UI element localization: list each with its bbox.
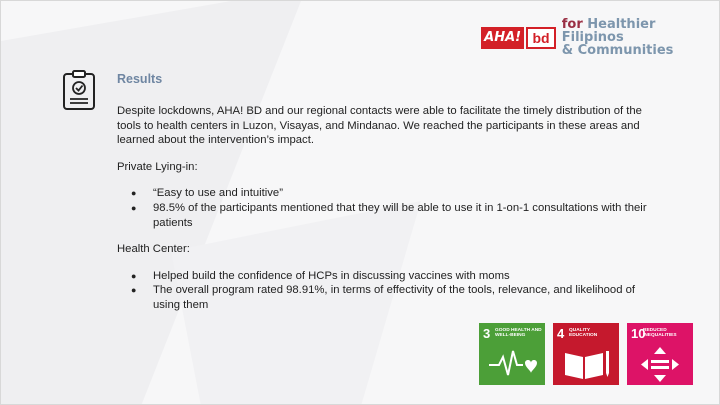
heartbeat-icon xyxy=(479,343,545,385)
sdg-tile-4: 4 QUALITY EDUCATION xyxy=(553,323,619,385)
clipboard-check-icon xyxy=(61,69,97,111)
body-text xyxy=(117,104,647,325)
bullet-item: ● The overall program rated 98.91%, in terms of effectivity of the tools, relevance, and likelihood of using them xyxy=(117,283,647,312)
bd-logo: bd xyxy=(526,27,556,49)
group-heading-health-center: Health Center: xyxy=(117,243,190,256)
section-title: Results xyxy=(117,72,163,86)
bullet-item: ● 98.5% of the participants mentioned that they will be able to use it in 1-on-1 consultations with their patients xyxy=(117,201,647,230)
bullet-item: ● “Easy to use and intuitive” xyxy=(117,186,647,201)
aha-logo: AHA! xyxy=(481,27,524,49)
book-pencil-icon xyxy=(553,343,619,385)
group-heading-private-lying-in: Private Lying-in: xyxy=(117,160,198,173)
bullet-list-private-lying-in xyxy=(117,186,647,230)
brand-logo xyxy=(481,18,719,57)
sdg-tile-10: 10 REDUCED INEQUALITIES xyxy=(627,323,693,385)
bullet-item: ● Helped build the confidence of HCPs in discussing vaccines with moms xyxy=(117,269,647,284)
sdg-tiles xyxy=(479,323,693,385)
bullet-list-health-center xyxy=(117,269,647,313)
brand-tagline: for Healthier Filipinos & Communities xyxy=(561,17,674,58)
sdg-tile-3: 3 GOOD HEALTH AND WELL-BEING xyxy=(479,323,545,385)
equality-arrows-icon xyxy=(627,343,693,385)
intro-paragraph: Despite lockdowns, AHA! BD and our regional contacts were able to facilitate the timely distribution of the tools to health centers in Luzon, Visayas, and Mindanao. We reached the participants in these areas and learned about the intervention’s impact. xyxy=(117,105,642,147)
